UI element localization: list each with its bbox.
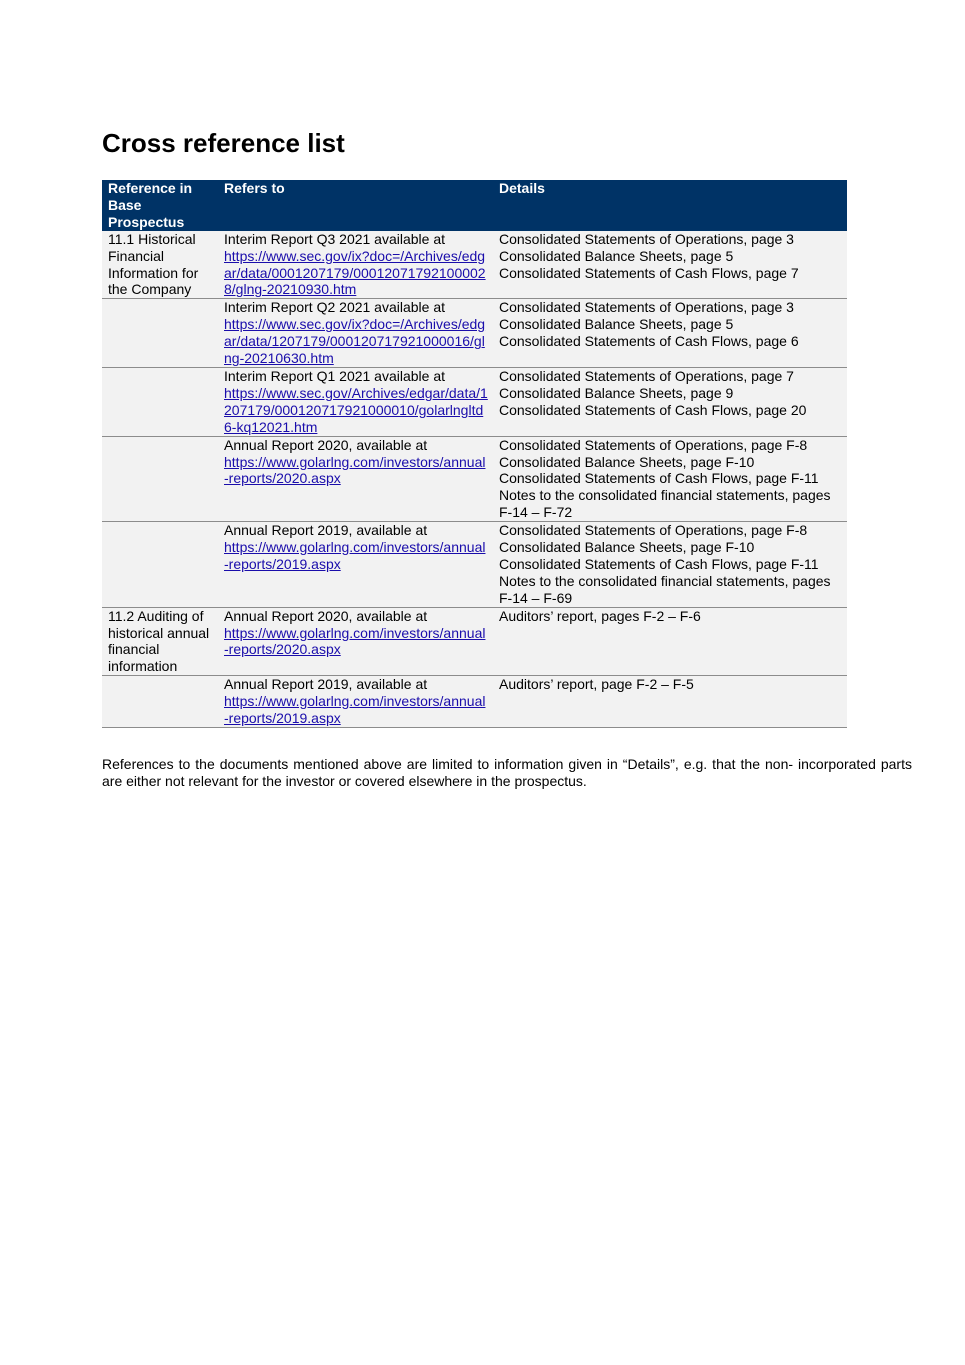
detail-line: Consolidated Balance Sheets, page 5 <box>499 316 734 333</box>
refers-to-cell <box>218 607 493 676</box>
reference-note: References to the documents mentioned above are limited to information given in “Details”, e.g. that the non- incorporated parts are either not relevant for the investor or covered elsewhere in the prospectus. <box>102 756 912 789</box>
detail-line: Consolidated Statements of Cash Flows, page F-11 <box>499 470 819 487</box>
table-row <box>102 299 847 368</box>
column-header-reference: Reference in Base Prospectus <box>102 180 218 231</box>
refers-to-cell <box>218 367 493 436</box>
detail-line: Consolidated Statements of Cash Flows, page 20 <box>499 401 807 418</box>
refers-to-text: Annual Report 2020, available at <box>224 436 428 453</box>
detail-line: Consolidated Balance Sheets, page F-10 <box>499 453 755 470</box>
refers-to-cell <box>218 231 493 299</box>
table-row <box>102 676 847 728</box>
details-cell <box>493 231 847 299</box>
detail-line: Auditors’ report, pages F-2 – F-6 <box>499 607 701 624</box>
details-cell <box>493 607 847 676</box>
refers-to-cell <box>218 436 493 522</box>
refers-to-text: Interim Report Q1 2021 available at <box>224 367 446 384</box>
detail-line: Notes to the consolidated financial statements, pages F-14 – F-69 <box>499 572 831 606</box>
detail-line: Consolidated Statements of Operations, page 3 <box>499 230 794 247</box>
document-link[interactable]: https://www.golarlng.com/investors/annual-reports/2019.aspx <box>224 539 486 572</box>
reference-cell <box>102 367 218 436</box>
details-cell <box>493 522 847 608</box>
refers-to-cell <box>218 299 493 368</box>
reference-cell <box>102 299 218 368</box>
details-cell <box>493 676 847 728</box>
table-header-row <box>102 180 847 231</box>
document-link[interactable]: https://www.golarlng.com/investors/annual-reports/2020.aspx <box>224 624 486 658</box>
document-link[interactable]: https://www.sec.gov/ix?doc=/Archives/edgar/data/0001207179/000120717921000028/glng-20210930.htm <box>224 247 486 298</box>
document-link[interactable]: https://www.golarlng.com/investors/annual-reports/2020.aspx <box>224 453 486 487</box>
refers-to-cell <box>218 522 493 608</box>
details-cell <box>493 436 847 522</box>
table-row <box>102 607 847 676</box>
refers-to-text: Annual Report 2019, available at <box>224 676 428 693</box>
detail-line: Consolidated Balance Sheets, page 9 <box>499 384 734 401</box>
refers-to-text: Interim Report Q2 2021 available at <box>224 299 446 316</box>
detail-line: Consolidated Statements of Operations, page 3 <box>499 299 794 316</box>
detail-line: Consolidated Statements of Cash Flows, page F-11 <box>499 555 819 572</box>
detail-line: Consolidated Statements of Operations, page F-8 <box>499 522 808 539</box>
refers-to-text: Interim Report Q3 2021 available at <box>224 230 446 247</box>
reference-cell <box>102 522 218 608</box>
table-row <box>102 436 847 522</box>
cross-reference-table <box>102 180 847 728</box>
document-link[interactable]: https://www.sec.gov/ix?doc=/Archives/edgar/data/1207179/000120717921000016/glng-20210630.htm <box>224 316 486 367</box>
column-header-details: Details <box>493 180 847 231</box>
detail-line: Consolidated Balance Sheets, page F-10 <box>499 539 755 556</box>
detail-line: Consolidated Statements of Cash Flows, page 7 <box>499 264 799 281</box>
reference-cell: 11.1 Historical Financial Information for the Company <box>102 231 218 299</box>
page-title: Cross reference list <box>102 128 345 158</box>
detail-line: Consolidated Balance Sheets, page 5 <box>499 247 734 264</box>
reference-cell <box>102 436 218 522</box>
refers-to-text: Annual Report 2019, available at <box>224 522 428 539</box>
document-link[interactable]: https://www.sec.gov/Archives/edgar/data/1207179/000120717921000010/golarlngltd6-kq12021.htm <box>224 384 488 435</box>
table-row <box>102 231 847 299</box>
table-row <box>102 367 847 436</box>
reference-cell <box>102 676 218 728</box>
table-row <box>102 522 847 608</box>
refers-to-text: Annual Report 2020, available at <box>224 607 428 624</box>
detail-line: Consolidated Statements of Operations, page F-8 <box>499 436 808 453</box>
details-cell <box>493 299 847 368</box>
detail-line: Auditors’ report, page F-2 – F-5 <box>499 676 694 693</box>
detail-line: Consolidated Statements of Operations, page 7 <box>499 367 794 384</box>
details-cell <box>493 367 847 436</box>
detail-line: Notes to the consolidated financial statements, pages F-14 – F-72 <box>499 487 831 521</box>
detail-line: Consolidated Statements of Cash Flows, page 6 <box>499 333 799 350</box>
reference-cell: 11.2 Auditing of historical annual financial information <box>102 607 218 676</box>
column-header-refers-to: Refers to <box>218 180 493 231</box>
refers-to-cell <box>218 676 493 728</box>
document-link[interactable]: https://www.golarlng.com/investors/annual-reports/2019.aspx <box>224 693 486 727</box>
